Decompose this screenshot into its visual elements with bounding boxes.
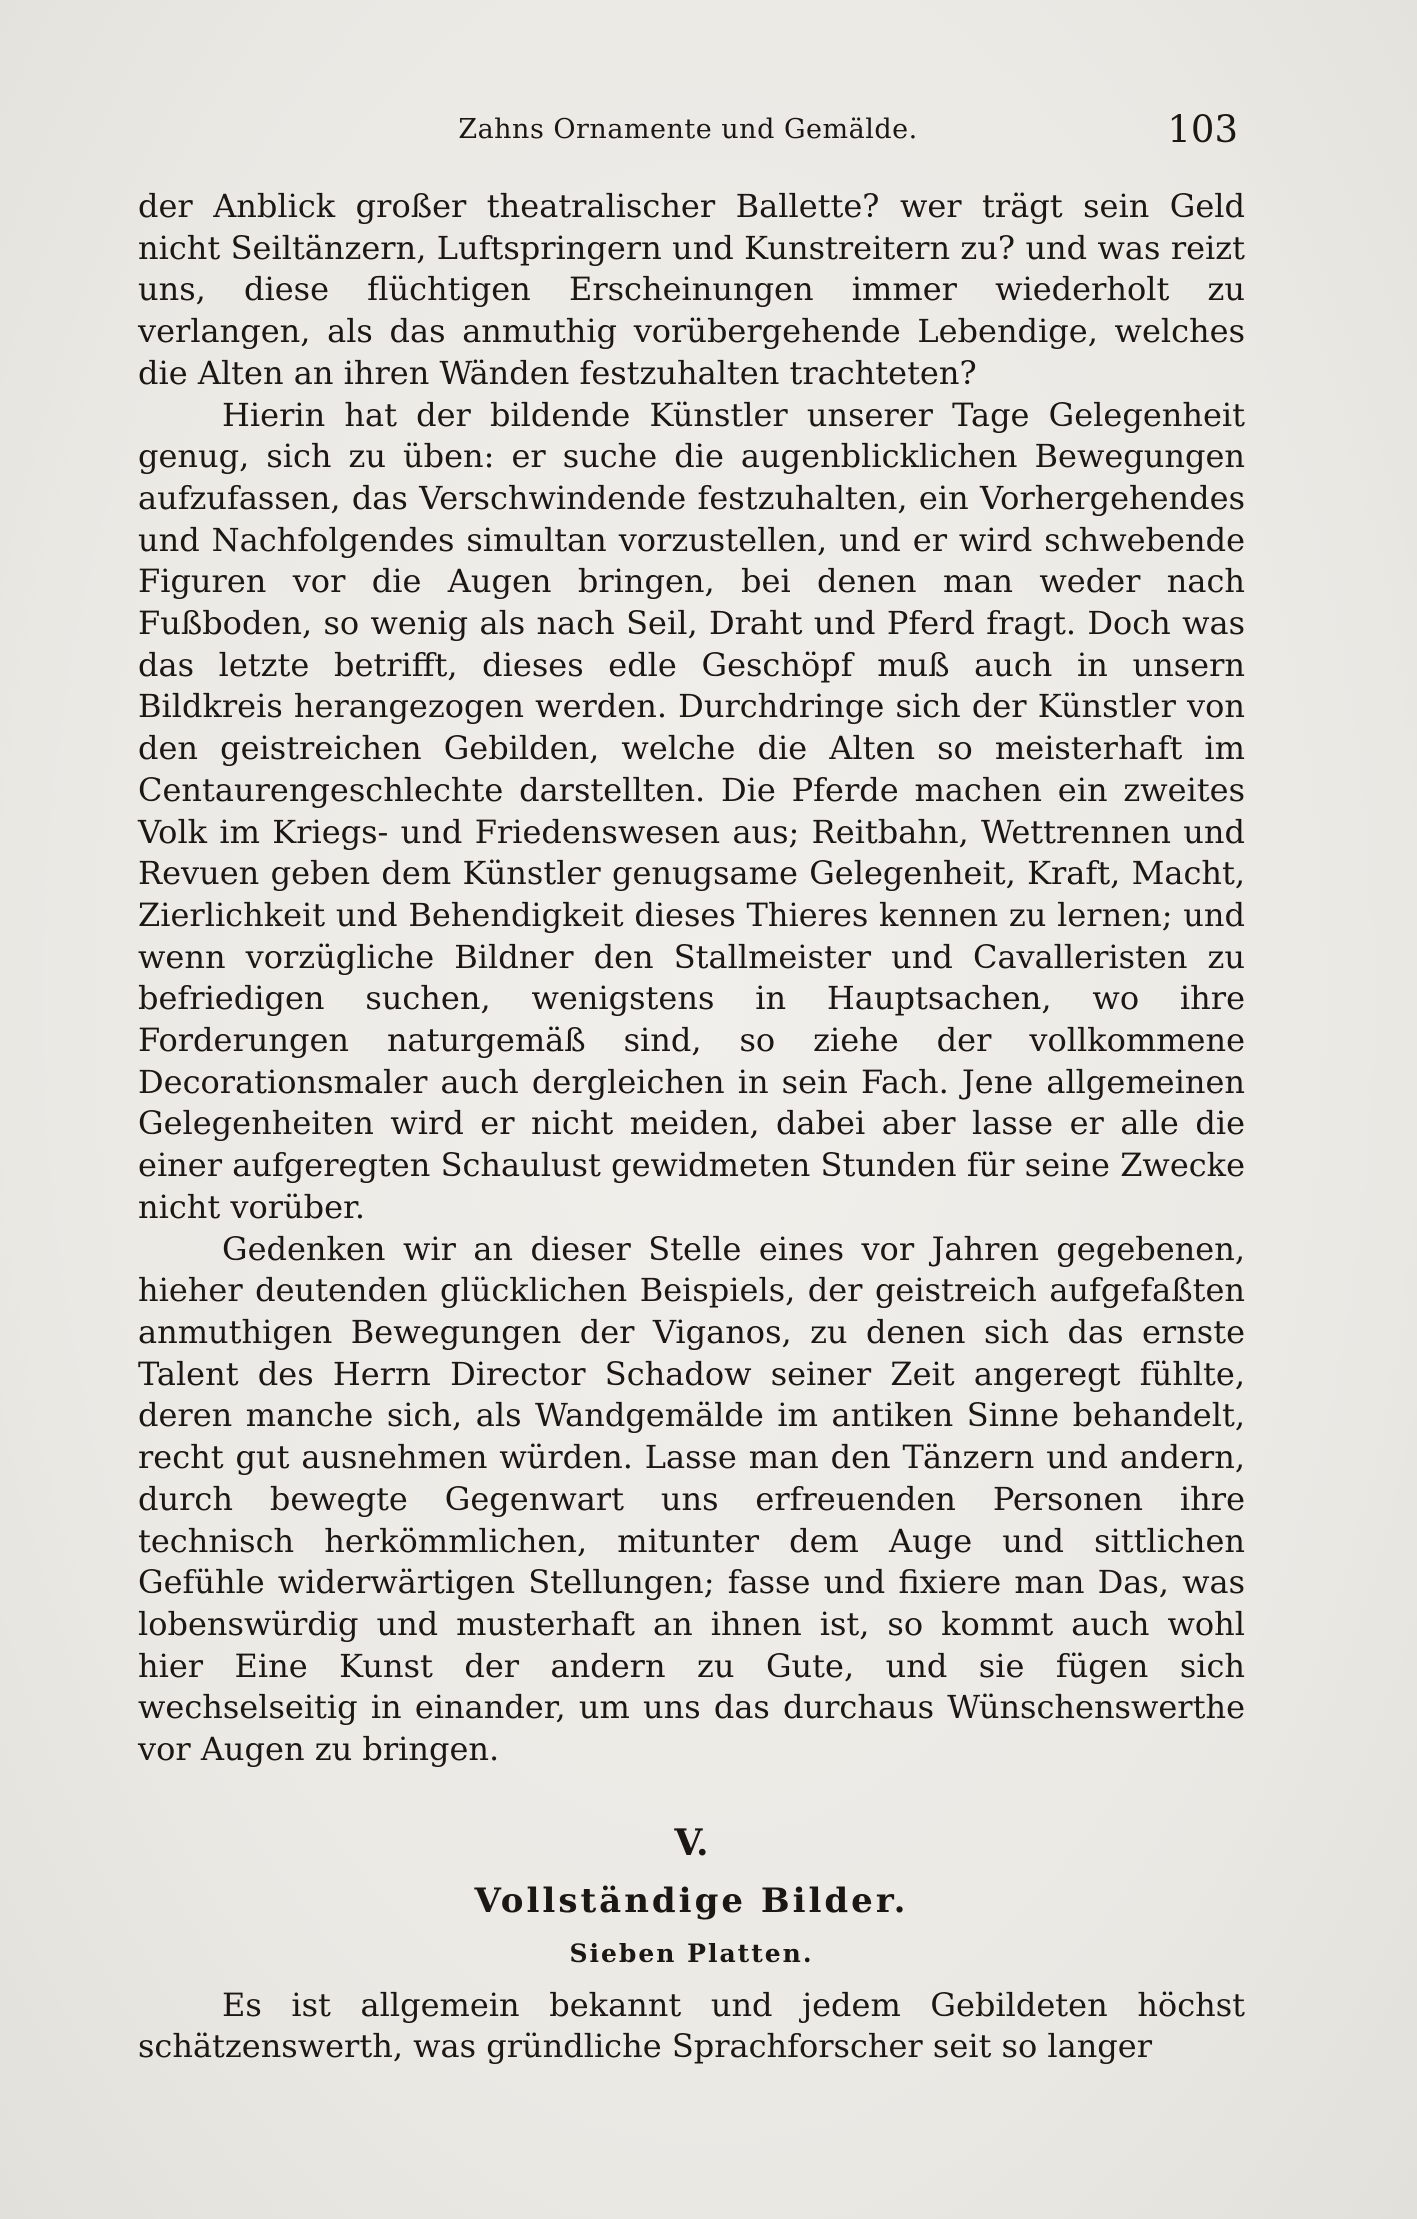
paragraph: Gedenken wir an dieser Stelle eines vor Jahren gegebenen, hieher deutenden glücklichen Beispiels, der geistreich aufgefaßten anmuthigen Bewegungen der Viganos, zu denen sich das ernste Talent des Herrn Director Schadow seiner Zeit angeregt fühlte, deren manche sich, als Wandgemälde im antiken Sinne behandelt, recht gut ausnehmen würden. Lasse man den Tänzern und andern, durch bewegte Gegenwart uns erfreuenden Personen ihre technisch herkömmlichen, mitunter dem Auge und sittlichen Gefühle widerwärtigen Stellungen; fasse und fixiere man Das, was lobenswürdig und musterhaft an ihnen ist, so kommt auch wohl hier Eine Kunst der andern zu Gute, und sie fügen sich wechselseitig in einander, um uns das durchaus Wünschenswerthe vor Augen zu bringen. bbox=[138, 1229, 1245, 1769]
page-number: 103 bbox=[1167, 108, 1238, 151]
paragraph: Hierin hat der bildende Künstler unserer Tage Gelegenheit genug, sich zu üben: er suche die augenblicklichen Bewegungen aufzufassen, das Verschwindende festzuhalten, ein Vorhergehendes und Nachfolgendes simultan vorzustellen, und er wird schwebende Figuren vor die Augen bringen, bei denen man weder nach Fußboden, so wenig als nach Seil, Draht und Pferd fragt. Doch was das letzte betrifft, dieses edle Geschöpf muß auch in unsern Bildkreis herangezogen werden. Durchdringe sich der Künstler von den geistreichen Gebilden, welche die Alten so meisterhaft im Centaurengeschlechte darstellten. Die Pferde machen ein zweites Volk im Kriegs- und Friedenswesen aus; Reitbahn, Wettrennen und Revuen geben dem Künstler genugsame Gelegenheit, Kraft, Macht, Zierlichkeit und Behendigkeit dieses Thieres kennen zu lernen; und wenn vorzügliche Bildner den Stallmeister und Cavalleristen zu befriedigen suchen, wenigstens in Hauptsachen, wo ihre Forderungen naturgemäß sind, so ziehe der vollkommene Decorationsmaler auch dergleichen in sein Fach. Jene allgemeinen Gelegenheiten wird er nicht meiden, dabei aber lasse er alle die einer aufgeregten Schaulust gewidmeten Stunden für seine Zwecke nicht vorüber. bbox=[138, 395, 1245, 1226]
paragraph-section-opening: Es ist allgemein bekannt und jedem Gebildeten höchst schätzenswerth, was gründliche Sprachforscher seit so langer bbox=[138, 1985, 1245, 2066]
section-subtitle: Sieben Platten. bbox=[569, 1938, 814, 1968]
body-text bbox=[138, 186, 1245, 2068]
section-numeral: V. bbox=[674, 1821, 709, 1864]
paragraph-continued: der Anblick großer theatralischer Ballette? wer trägt sein Geld nicht Seiltänzern, Luftspringern und Kunstreitern zu? und was reizt uns, diese flüchtigen Erscheinungen immer wiederholt zu verlangen, als das anmuthig vorübergehende Lebendige, welches die Alten an ihren Wänden festzuhalten trachteten? bbox=[138, 187, 1245, 392]
running-head bbox=[138, 108, 1238, 158]
section-title: Vollständige Bilder. bbox=[474, 1880, 909, 1921]
running-title: Zahns Ornamente und Gemälde. bbox=[458, 114, 918, 145]
